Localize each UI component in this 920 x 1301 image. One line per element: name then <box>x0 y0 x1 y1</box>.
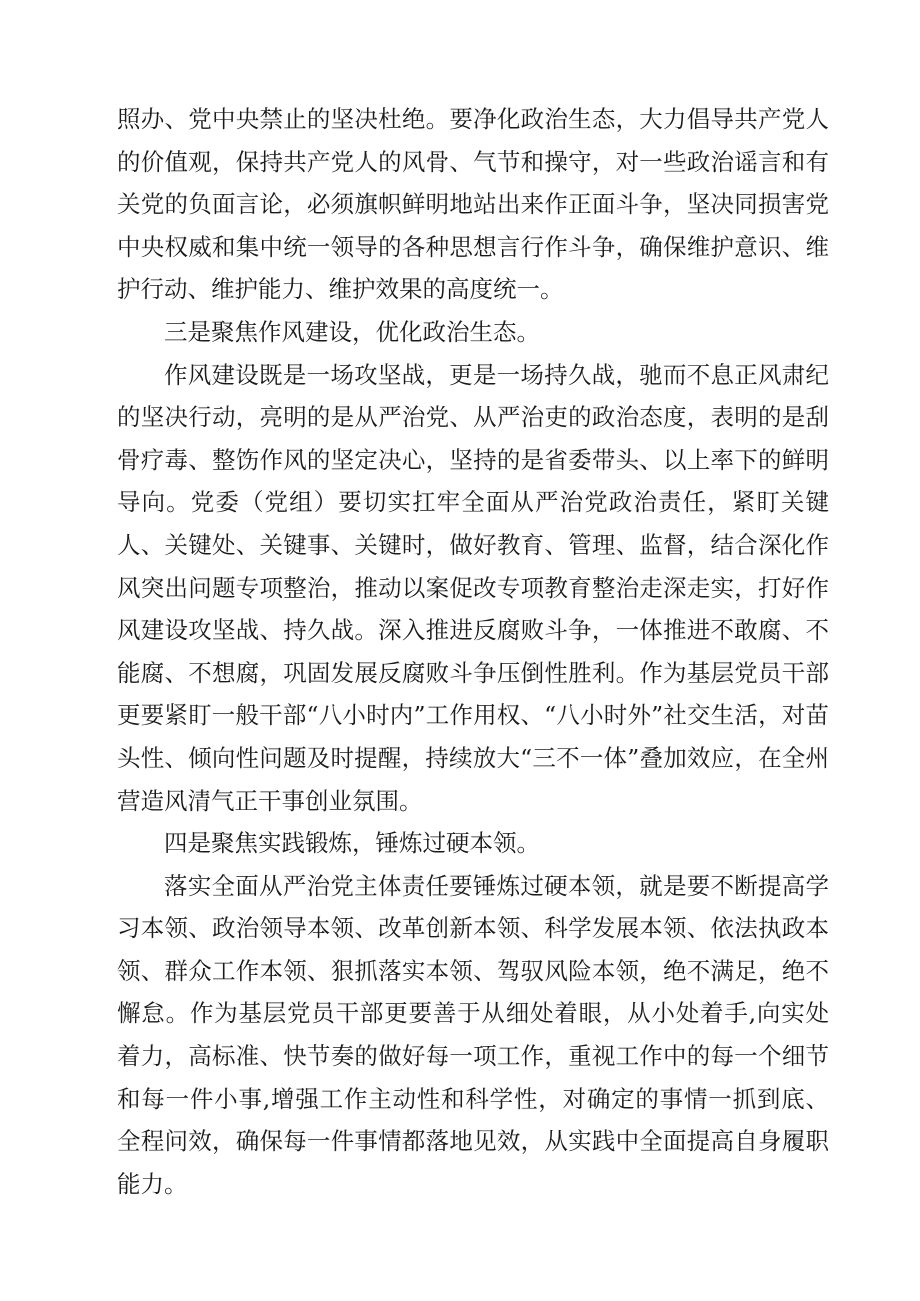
paragraph-practice: 落实全面从严治党主体责任要锤炼过硬本领，就是要不断提高学习本领、政治领导本领、改革创新本领、科学发展本领、依法执政本领、群众工作本领、狠抓落实本领、驾驭风险本领，绝不满足，绝不懈怠。作为基层党员干部更要善于从细处着眼，从小处着手,向实处着力，高标准、快节奏的做好每一项工作，重视工作中的每一个细节和每一件小事,增强工作主动性和科学性，对确定的事情一抓到底、全程问效，确保每一件事情都落地见效，从实践中全面提高自身履职能力。 <box>117 871 829 1198</box>
paragraph-work-style: 作风建设既是一场攻坚战，更是一场持久战，驰而不息正风肃纪的坚决行动，亮明的是从严治党、从严治吏的政治态度，表明的是刮骨疗毒、整饬作风的坚定决心，坚持的是省委带头、以上率下的鲜明导向。党委（党组）要切实扛牢全面从严治党政治责任，紧盯关键人、关键处、关键事、关键时，做好教育、管理、监督，结合深化作风突出问题专项整治，推动以案促改专项教育整治走深走实，打好作风建设攻坚战、持久战。深入推进反腐败斗争，一体推进不敢腐、不能腐、不想腐，巩固发展反腐败斗争压倒性胜利。作为基层党员干部更要紧盯一般干部“八小时内”工作用权、“八小时外”社交生活，对苗头性、倾向性问题及时提醒，持续放大“三不一体”叠加效应，在全州营造风清气正干事创业氛围。 <box>117 360 829 815</box>
body-text <box>117 98 829 1205</box>
section-heading-four: 四是聚焦实践锻炼，锤炼过硬本领。 <box>164 829 540 858</box>
paragraph-continuation: 照办、党中央禁止的坚决杜绝。要净化政治生态，大力倡导共产党人的价值观，保持共产党人的风骨、气节和操守，对一些政治谣言和有关党的负面言论，必须旗帜鲜明地站出来作正面斗争，坚决同损害党中央权威和集中统一领导的各种思想言行作斗争，确保维护意识、维护行动、维护能力、维护效果的高度统一。 <box>117 105 829 304</box>
section-heading-three: 三是聚焦作风建设，优化政治生态。 <box>164 317 540 346</box>
